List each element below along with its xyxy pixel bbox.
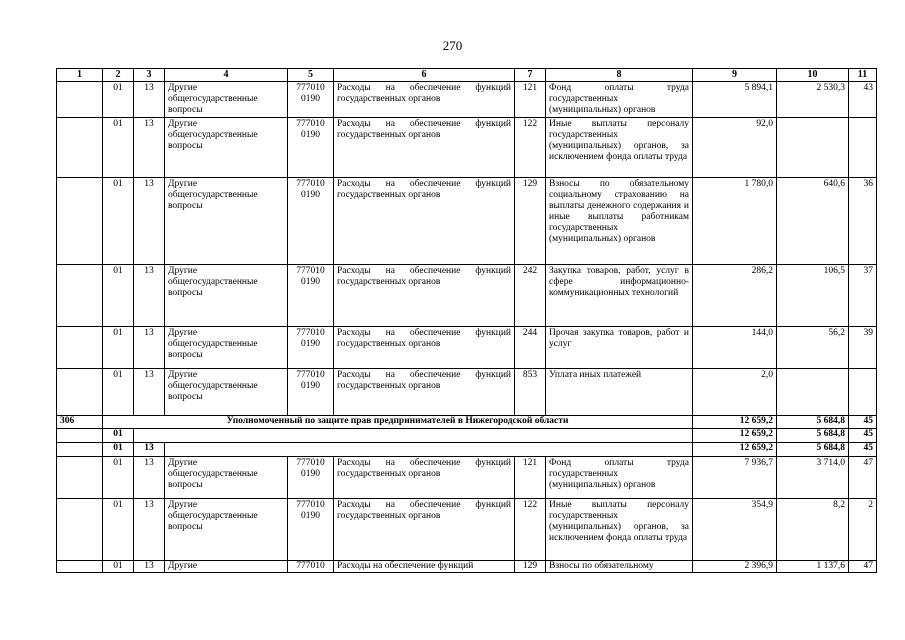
cell-planned: 354,9 bbox=[693, 499, 777, 561]
cell-admin-code: 306 bbox=[57, 416, 103, 429]
cell-executed: 5 684,8 bbox=[777, 443, 849, 457]
cell-expense-type: 129 bbox=[515, 178, 546, 265]
cell-article-name: Расходы на обеспечение функций государственных органов bbox=[334, 265, 515, 327]
cell-planned: 12 659,2 bbox=[693, 416, 777, 429]
cell-executed: 640,6 bbox=[777, 178, 849, 265]
cell-planned: 2 396,9 bbox=[693, 561, 777, 573]
cell-subsection: 13 bbox=[134, 443, 165, 457]
cell-percent: 2 bbox=[849, 499, 877, 561]
cell-target-article: 777010 0190 bbox=[288, 178, 334, 265]
cell-target-article: 777010 0190 bbox=[288, 118, 334, 178]
cell-target-article: 777010 0190 bbox=[288, 457, 334, 499]
cell-article-name: Расходы на обеспечение функций государственных органов bbox=[334, 499, 515, 561]
cell-admin-code bbox=[57, 443, 103, 457]
cell-expense-name: Фонд оплаты труда государственных (муниципальных) органов bbox=[546, 457, 693, 499]
cell-admin-code bbox=[57, 82, 103, 118]
cell-admin-code bbox=[57, 499, 103, 561]
cell-target-article: 777010 bbox=[288, 561, 334, 573]
cell-subsection-name: Другие общегосударственные вопросы bbox=[165, 499, 288, 561]
cell-section: 01 bbox=[103, 443, 134, 457]
cell-section: 01 bbox=[103, 429, 134, 443]
cell-section: 01 bbox=[103, 327, 134, 369]
cell-expense-type: 242 bbox=[515, 265, 546, 327]
cell-percent: 36 bbox=[849, 178, 877, 265]
table-row bbox=[57, 561, 877, 573]
cell-section: 01 bbox=[103, 178, 134, 265]
cell-target-article: 777010 0190 bbox=[288, 369, 334, 416]
cell-executed: 3 714,0 bbox=[777, 457, 849, 499]
cell-section: 01 bbox=[103, 499, 134, 561]
cell-planned: 12 659,2 bbox=[693, 429, 777, 443]
cell-planned: 286,2 bbox=[693, 265, 777, 327]
cell-subsection: 13 bbox=[134, 561, 165, 573]
cell-subsection-name: Другие bbox=[165, 561, 288, 573]
cell-planned: 1 780,0 bbox=[693, 178, 777, 265]
cell-executed: 56,2 bbox=[777, 327, 849, 369]
cell-subsection: 13 bbox=[134, 457, 165, 499]
cell-empty bbox=[134, 429, 693, 443]
header-cell: 6 bbox=[334, 69, 515, 82]
cell-planned: 7 936,7 bbox=[693, 457, 777, 499]
cell-article-name: Расходы на обеспечение функций государственных органов bbox=[334, 82, 515, 118]
cell-subsection-name: Другие общегосударственные вопросы bbox=[165, 82, 288, 118]
cell-percent bbox=[849, 369, 877, 416]
cell-percent: 45 bbox=[849, 429, 877, 443]
header-cell: 9 bbox=[693, 69, 777, 82]
table-row bbox=[57, 327, 877, 369]
cell-admin-code bbox=[57, 327, 103, 369]
cell-empty bbox=[165, 443, 693, 457]
cell-target-article: 777010 0190 bbox=[288, 82, 334, 118]
cell-expense-type: 853 bbox=[515, 369, 546, 416]
cell-subsection-name: Другие общегосударственные вопросы bbox=[165, 369, 288, 416]
cell-subsection: 13 bbox=[134, 265, 165, 327]
cell-executed bbox=[777, 118, 849, 178]
cell-target-article: 777010 0190 bbox=[288, 499, 334, 561]
cell-percent: 45 bbox=[849, 443, 877, 457]
cell-article-name: Расходы на обеспечение функций государственных органов bbox=[334, 118, 515, 178]
section-row bbox=[57, 416, 877, 429]
header-cell: 7 bbox=[515, 69, 546, 82]
cell-subsection: 13 bbox=[134, 178, 165, 265]
cell-section: 01 bbox=[103, 561, 134, 573]
cell-expense-type: 121 bbox=[515, 457, 546, 499]
cell-article-name: Расходы на обеспечение функций bbox=[334, 561, 515, 573]
cell-subsection: 13 bbox=[134, 369, 165, 416]
cell-planned: 5 894,1 bbox=[693, 82, 777, 118]
table-row bbox=[57, 457, 877, 499]
cell-executed bbox=[777, 369, 849, 416]
cell-subsection: 13 bbox=[134, 82, 165, 118]
cell-subsection-name: Другие общегосударственные вопросы bbox=[165, 265, 288, 327]
header-cell: 3 bbox=[134, 69, 165, 82]
cell-percent bbox=[849, 118, 877, 178]
cell-expense-type: 122 bbox=[515, 118, 546, 178]
cell-article-name: Расходы на обеспечение функций государственных органов bbox=[334, 457, 515, 499]
cell-subsection: 13 bbox=[134, 499, 165, 561]
cell-article-name: Расходы на обеспечение функций государственных органов bbox=[334, 369, 515, 416]
cell-admin-code bbox=[57, 369, 103, 416]
cell-planned: 92,0 bbox=[693, 118, 777, 178]
cell-planned: 12 659,2 bbox=[693, 443, 777, 457]
header-cell: 2 bbox=[103, 69, 134, 82]
cell-expense-name: Иные выплаты персоналу государственных (муниципальных) органов, за исключением фонда оплаты труда bbox=[546, 499, 693, 561]
cell-planned: 2,0 bbox=[693, 369, 777, 416]
cell-article-name: Расходы на обеспечение функций государственных органов bbox=[334, 327, 515, 369]
cell-subsection-name: Другие общегосударственные вопросы bbox=[165, 457, 288, 499]
cell-admin-code bbox=[57, 178, 103, 265]
cell-executed: 5 684,8 bbox=[777, 416, 849, 429]
header-cell: 4 bbox=[165, 69, 288, 82]
table-row bbox=[57, 118, 877, 178]
cell-subsection-name: Другие общегосударственные вопросы bbox=[165, 178, 288, 265]
cell-expense-name: Фонд оплаты труда государственных (муниципальных) органов bbox=[546, 82, 693, 118]
cell-section: 01 bbox=[103, 369, 134, 416]
header-cell: 5 bbox=[288, 69, 334, 82]
cell-expense-name: Уплата иных платежей bbox=[546, 369, 693, 416]
cell-executed: 2 530,3 bbox=[777, 82, 849, 118]
cell-target-article: 777010 0190 bbox=[288, 327, 334, 369]
budget-table bbox=[56, 68, 877, 573]
cell-percent: 37 bbox=[849, 265, 877, 327]
cell-planned: 144,0 bbox=[693, 327, 777, 369]
table-row bbox=[57, 265, 877, 327]
cell-expense-name: Взносы по обязательному социальному страхованию на выплаты денежного содержания и иные выплаты работникам государственных (муниципальных) органов bbox=[546, 178, 693, 265]
cell-executed: 8,2 bbox=[777, 499, 849, 561]
cell-admin-code bbox=[57, 457, 103, 499]
cell-expense-name: Взносы по обязательному bbox=[546, 561, 693, 573]
section-title: Уполномоченный по защите прав предпринимателей в Нижегородской области bbox=[103, 416, 693, 429]
cell-percent: 47 bbox=[849, 457, 877, 499]
page-number: 270 bbox=[442, 38, 463, 53]
cell-subsection-name: Другие общегосударственные вопросы bbox=[165, 327, 288, 369]
cell-executed: 5 684,8 bbox=[777, 429, 849, 443]
cell-expense-type: 129 bbox=[515, 561, 546, 573]
table-row bbox=[57, 82, 877, 118]
cell-percent: 43 bbox=[849, 82, 877, 118]
cell-admin-code bbox=[57, 118, 103, 178]
cell-section: 01 bbox=[103, 82, 134, 118]
cell-expense-name: Прочая закупка товаров, работ и услуг bbox=[546, 327, 693, 369]
header-cell: 10 bbox=[777, 69, 849, 82]
cell-expense-type: 244 bbox=[515, 327, 546, 369]
cell-admin-code bbox=[57, 561, 103, 573]
table-row bbox=[57, 499, 877, 561]
cell-section: 01 bbox=[103, 265, 134, 327]
cell-expense-type: 121 bbox=[515, 82, 546, 118]
header-cell: 11 bbox=[849, 69, 877, 82]
header-cell: 8 bbox=[546, 69, 693, 82]
cell-percent: 45 bbox=[849, 416, 877, 429]
cell-admin-code bbox=[57, 429, 103, 443]
cell-section: 01 bbox=[103, 118, 134, 178]
cell-percent: 47 bbox=[849, 561, 877, 573]
table-row bbox=[57, 178, 877, 265]
header-row bbox=[57, 69, 877, 82]
cell-executed: 106,5 bbox=[777, 265, 849, 327]
cell-percent: 39 bbox=[849, 327, 877, 369]
header-cell: 1 bbox=[57, 69, 103, 82]
cell-section: 01 bbox=[103, 457, 134, 499]
cell-subsection: 13 bbox=[134, 327, 165, 369]
table-row bbox=[57, 369, 877, 416]
cell-subsection-name: Другие общегосударственные вопросы bbox=[165, 118, 288, 178]
subtotal-row bbox=[57, 443, 877, 457]
cell-admin-code bbox=[57, 265, 103, 327]
subtotal-row bbox=[57, 429, 877, 443]
cell-target-article: 777010 0190 bbox=[288, 265, 334, 327]
cell-expense-type: 122 bbox=[515, 499, 546, 561]
cell-article-name: Расходы на обеспечение функций государственных органов bbox=[334, 178, 515, 265]
cell-expense-name: Закупка товаров, работ, услуг в сфере информационно-коммуникационных технологий bbox=[546, 265, 693, 327]
cell-executed: 1 137,6 bbox=[777, 561, 849, 573]
cell-expense-name: Иные выплаты персоналу государственных (муниципальных) органов, за исключением фонда оплаты труда bbox=[546, 118, 693, 178]
cell-subsection: 13 bbox=[134, 118, 165, 178]
